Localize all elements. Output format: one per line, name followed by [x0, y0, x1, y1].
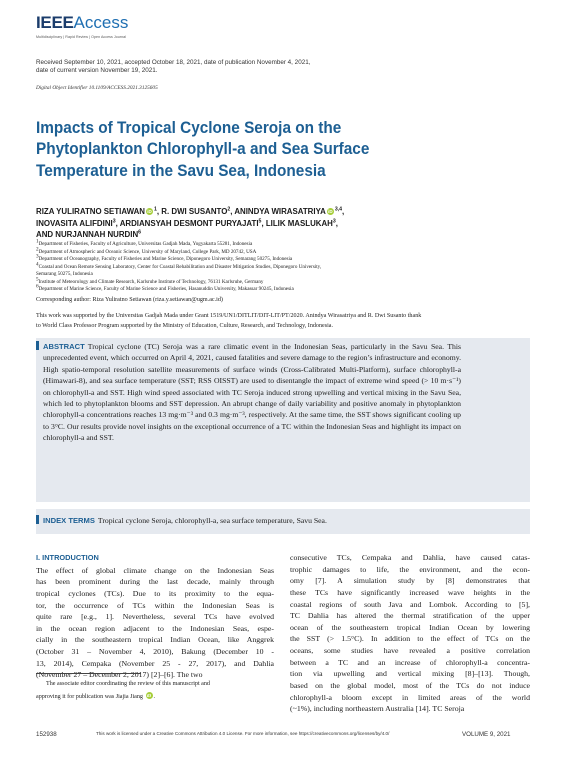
body-line: omy [7]. A simulation study by [8] demonstrates that	[290, 576, 530, 586]
intro-left-column	[36, 552, 274, 681]
affiliation-item	[36, 238, 506, 249]
body-line: The effect of global climate change on the Indonesian Seas	[36, 565, 274, 575]
author-name: RIZA YULIRATNO SETIAWAN	[36, 207, 146, 216]
logo-ieee-text: IEEE	[36, 13, 74, 32]
author-name: INOVASITA ALIFDINI	[36, 218, 113, 228]
affiliation-number: 3	[36, 253, 39, 260]
body-line: oceans, some studies have revealed a positive correlation	[290, 646, 530, 655]
funding-statement: This work was supported by the Universitas Gadjah Mada under Grant 1519/UN1/DITLIT/DIT-LIT/PT/2020. Anindya Wirasatriya and R. Dwi Susanto thank to World Class Professor Program supported by the Ministry of Education, Culture, Research, and Technology, Indonesia.	[36, 313, 422, 329]
received-dates	[36, 59, 536, 75]
affiliation-item	[36, 283, 506, 294]
body-line: (~1%), including northeastern Australia [14]. TC Seroja	[290, 704, 465, 714]
affiliation-text: Department of Atmospheric and Oceanic Science, University of Maryland, College Park, MD 20742, USA	[38, 248, 257, 255]
author-name: , ANINDYA WIRASATRIYA	[230, 207, 326, 216]
body-line: has been prominent during the last decade, mainly through	[36, 577, 274, 587]
body-line: tropical cyclones (TCs). Due to its proximity to the equa-	[36, 588, 274, 598]
affiliation-text: Coastal and Ocean Remote Sensing Laboratory, Center for Coastal Rehabilitation and Disaster Mitigation Studies, Diponegoro University,	[38, 263, 322, 270]
abstract	[43, 341, 461, 444]
author-name: , LILIK MASLUKAH	[261, 218, 333, 228]
corresponding-author: Corresponding author: Riza Yuliratno Setiawan (riza.y.setiawan@ugm.ac.id)	[36, 297, 223, 303]
doi-line: Digital Object Identifier 10.1109/ACCESS.2021.3125605	[36, 85, 158, 91]
author-affil-sup: 6	[138, 229, 142, 236]
index-terms	[43, 516, 513, 525]
affiliation-text: Department of Fisheries, Faculty of Agriculture, Universitas Gadjah Mada, Yogyakarta 55281, Indonesia	[38, 241, 253, 247]
author-separator: ,	[335, 218, 338, 228]
body-line: trophic damages to life, the environment, and the econ-	[290, 564, 530, 574]
affiliation-number: 1	[36, 238, 39, 245]
index-terms-marker	[36, 515, 39, 524]
affiliation-text: Department of Oceanography, Faculty of Fisheries and Marine Science, Diponegoro University, Semarang 50275, Indonesia	[38, 256, 293, 262]
author-affil-sup: 3,4	[334, 206, 343, 213]
body-line: coastal regions of south Java and Lombok. According to [5],	[290, 599, 530, 609]
affiliation-item	[36, 260, 506, 272]
author-list	[36, 206, 466, 241]
author-affil-sup: 5	[258, 217, 262, 224]
volume-label: VOLUME 9, 2021	[462, 731, 511, 738]
affiliation-text: Semarang 50275, Indonesia	[36, 271, 93, 277]
index-terms-label: INDEX TERMS	[43, 516, 95, 525]
abstract-text: Tropical cyclone (TC) Seroja was a rare climatic event in the Indonesian Seas, particularly in the Savu Sea. This unprecedented event, which occurred on April 4, 2021, caused fatalities and severe damage to the region’s infrastructure and economy. High spatio-temporal resolution satellite measurements of surface winds (Cross-Calibrated Multi-Platform), surface chlorophyll-a (Himawari-8), and sea surface temperature (SST; RSS OISST) are used to disentangle the impact of extreme wind speed (> 10 m·s⁻¹) on chlorophyll-a and SST. High wind speed associated with TC Seroja induced strong upwelling and vertical mixing in the Savu Sea, which led to phytoplankton blooms and SST depression. An abrupt change of daily variability and positive anomaly in phytoplankton chlorophyll-a concentrations reaches 13 mg·m⁻³ and 0.3 mg·m⁻³, respectively. At the same time, the SST shows significant cooling up to 3°C. Our results provide novel insights on the exceptional occurrence of a TC within the Indonesian Seas and highlight its impact on chlorophyll-a and SST.	[43, 342, 461, 443]
body-line: 13, 2014), Cempaka (November 25 - 27, 2017), and Dahlia	[36, 658, 274, 668]
body-line: in the ocean region adjacent to the Indonesian Seas, espe-	[36, 623, 274, 633]
journal-logo	[36, 14, 128, 39]
affiliation-item	[36, 271, 506, 279]
section-heading: I. INTRODUCTION	[36, 553, 99, 562]
body-line: (October 31 – November 4, 2010), Bakung (December 10 -	[36, 647, 274, 656]
abstract-label: ABSTRACT	[43, 342, 85, 351]
index-terms-text: Tropical cyclone Seroja, chlorophyll-a, sea surface temperature, Savu Sea.	[97, 516, 327, 525]
affiliation-number: 6	[36, 283, 39, 290]
affiliations-list	[36, 238, 506, 294]
affiliation-number: 4	[36, 260, 39, 267]
logo-tagline: Multidisciplinary | Rapid Review | Open Access Journal	[36, 35, 127, 39]
received-line-1: Received September 10, 2021, accepted October 18, 2021, date of publication November 4, 2021,	[36, 59, 311, 66]
body-line: consecutive TCs, Cempaka and Dahlia, have caused catas-	[290, 553, 530, 562]
body-line: tor, the occurrence of TCs within the Indonesian Seas is	[36, 600, 274, 610]
body-line: between a TC and an increase of chlorophyll-a concentra-	[290, 657, 530, 667]
footnote-line-text: approving it for publication was Jiajia Jiang	[36, 693, 143, 700]
affiliation-text: Department of Marine Science, Faculty of Marine Science and Fisheries, Hasanuddin University, Makassar 90245, Indonesia	[38, 286, 294, 292]
title-line-1: Impacts of Tropical Cyclone Seroja on the	[36, 119, 342, 137]
body-line: ocean of the southeastern tropical Indian Ocean by lowering	[290, 622, 530, 632]
body-line: based on the global model, most of the TCs do not induce	[290, 680, 530, 690]
author-affil-sup: 3	[112, 217, 116, 224]
title-line-3: Temperature in the Savu Sea, Indonesia	[36, 161, 326, 180]
paper-title	[36, 118, 473, 182]
body-line: the SST (> 1.5°C). In addition to the effect of TCs on the	[290, 634, 530, 644]
footnote-line: approving it for publication was Jiajia Jiang iD .	[36, 692, 156, 700]
body-line: TC Dahlia has altered the thermal stratification of the upper	[290, 611, 530, 621]
orcid-icon[interactable]: iD	[147, 209, 152, 214]
author-name: , ARDIANSYAH DESMONT PURYAJATI	[115, 218, 259, 228]
body-line: quite rare [e.g., 1]. Nevertheless, several TCs have evolved	[36, 612, 274, 622]
affiliation-number: 5	[36, 275, 39, 282]
page-number: 152938	[36, 731, 57, 738]
orcid-icon[interactable]: iD	[328, 209, 333, 214]
affiliation-text: Institute of Meteorology and Climate Research, Karlsruhe Institute of Technology, 76131 Karlsruhe, Germany	[38, 278, 264, 285]
abstract-marker	[36, 341, 39, 350]
body-line: cially in the southeastern tropical Indian Ocean, like Anggrek	[36, 635, 274, 645]
author-separator: ,	[342, 207, 345, 216]
orcid-icon[interactable]: iD	[146, 692, 152, 698]
author-name: , R. DWI SUSANTO	[156, 207, 228, 216]
body-line: tion via upwelling and vertical mixing [8]–[13]. Though,	[290, 669, 530, 679]
body-line: (November 27 – December 2, 2017) [2]–[6]. The two	[36, 670, 203, 680]
author-affil-sup: 3	[332, 217, 336, 224]
license-notice[interactable]: This work is licensed under a Creative Commons Attribution 4.0 License. For more information, see https://creativecommons.org/licenses/by/4.0/	[96, 731, 390, 736]
intro-right-column	[290, 552, 530, 715]
footnote-rule	[36, 673, 141, 674]
received-line-2: date of current version November 19, 2021.	[36, 67, 158, 75]
author-name: AND NURJANNAH NURDIN	[36, 230, 139, 240]
body-line: chlorophyll-a bloom except in limited areas of the world	[290, 692, 530, 702]
footnote-line: The associate editor coordinating the review of this manuscript and	[46, 681, 210, 687]
title-line-2: Phytoplankton Chlorophyll-a and Sea Surface	[36, 140, 370, 159]
logo-access-text: Access	[73, 13, 129, 32]
author-affil-sup: 2	[227, 206, 231, 213]
author-affil-sup: 1	[154, 206, 157, 213]
affiliation-item	[36, 253, 506, 264]
editor-footnote	[36, 678, 276, 703]
body-line: these TCs have significantly increased wave heights in the	[290, 587, 530, 597]
affiliation-number: 2	[36, 245, 39, 252]
